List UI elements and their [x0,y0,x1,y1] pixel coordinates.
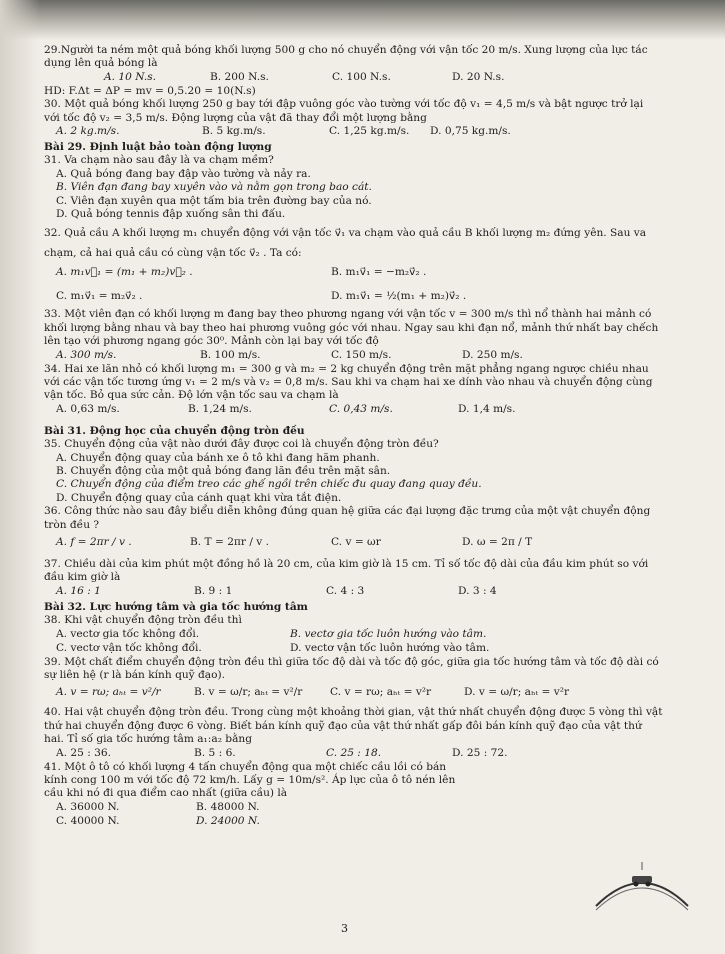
q32-option-c: C. m₁v⃗₁ = m₂v⃗₂ . [56,290,143,303]
q41-stem-cont: kính cong 100 m với tốc độ 72 km/h. Lấy g = 10m/s². Áp lực của ô tô nén lên [44,774,456,787]
q40-option-b: B. 5 : 6. [194,746,236,759]
q32-stem-cont: chạm, cả hai quả cầu có cùng vận tốc v⃗₂ . Ta có: [44,246,302,259]
q37-stem-cont: đầu kim giờ là [44,571,121,584]
q41-option-d: D. 24000 N. [196,814,260,827]
q40-stem-cont: thứ hai chuyển động được 6 vòng. Biết bán kính quỹ đạo của vật thứ nhất gấp đôi bán kính quỹ đạo của vật thứ [44,719,642,732]
convex-bridge-figure [592,856,692,916]
q34-option-b: B. 1,24 m/s. [188,402,252,415]
q37-option-c: C. 4 : 3 [326,584,365,597]
q33-stem-cont2: lên tạo với phương ngang góc 30⁰. Mảnh còn lại bay với tốc độ [44,335,379,348]
q33-option-b: B. 100 m/s. [200,348,261,361]
q30-option-a: A. 2 kg.m/s. [56,125,120,138]
q33-option-c: C. 150 m/s. [331,348,392,361]
q34-stem: 34. Hai xe lăn nhỏ có khối lượng m₁ = 300 g và m₂ = 2 kg chuyển động trên mặt phẳng ngang ngược chiều nhau [44,362,649,375]
q30-option-c: C. 1,25 kg.m/s. [329,125,410,138]
q34-option-d: D. 1,4 m/s. [458,402,516,415]
q30-option-b: B. 5 kg.m/s. [202,125,266,138]
q40-option-c: C. 25 : 18. [326,746,382,759]
q35-option-a: A. Chuyển động quay của bánh xe ô tô khi đang hãm phanh. [56,451,380,464]
q41-option-c: C. 40000 N. [56,814,120,827]
bridge-arc-inner [596,888,688,910]
section-31-heading: Bài 31. Động học của chuyển động tròn đều [44,424,305,437]
q39-option-b: B. v = ω/r; aₕₜ = v²/r [194,686,303,699]
q39-options [44,686,716,710]
q32-options-row1 [44,266,716,284]
q34-stem-cont2: vận tốc. Bỏ qua sức cản. Độ lớn vận tốc sau va chạm là [44,389,339,402]
bridge-arc [596,883,688,906]
q37-option-d: D. 3 : 4 [458,584,497,597]
q31-option-a: A. Quả bóng đang bay đập vào tường và nảy ra. [56,167,311,180]
q40-option-a: A. 25 : 36. [56,746,112,759]
car-wheel-icon [646,882,651,887]
q36-option-a: A. f = 2πr / v . [56,535,132,548]
q37-option-a: A. 16 : 1 [56,584,101,597]
q41-options-row1 [44,801,716,815]
q31-option-b: B. Viên đạn đang bay xuyên vào và nằm gọn trong bao cát. [56,181,372,194]
q40-options [44,747,716,761]
q33-stem-cont: khối lượng bằng nhau và bay theo hai phương vuông góc với nhau. Ngay sau khi đạn nổ, mảnh thứ nhất bay chếch [44,321,659,334]
q39-option-c: C. v = rω; aₕₜ = v²r [330,686,432,699]
q38-options-row1 [44,628,716,642]
q32-option-a: A. m₁v⃗₁ = (m₁ + m₂)v⃗₂ . [56,266,193,279]
q38-option-c: C. vectơ vận tốc không đổi. [56,641,202,654]
q35-option-d: D. Chuyển động quay của cánh quạt khi vừa tắt điện. [56,491,342,504]
q41-options-row2 [44,815,716,829]
q29-option-c: C. 100 N.s. [332,70,391,83]
q30-stem-cont: với tốc độ v₂ = 3,5 m/s. Động lượng của vật đã thay đổi một lượng bằng [44,111,427,124]
q41-stem-cont2: cầu khi nó đi qua điểm cao nhất (giữa cầu) là [44,787,288,800]
q35-option-b: B. Chuyển động của một quả bóng đang lăn đều trên mặt sân. [56,464,391,477]
q39-stem: 39. Một chất điểm chuyển động tròn đều thì giữa tốc độ dài và tốc độ góc, giữa gia tốc hướng tâm và tốc độ dài có [44,655,659,668]
q40-option-d: D. 25 : 72. [452,746,508,759]
q29-option-b: B. 200 N.s. [210,70,269,83]
scan-shadow-left [0,0,40,954]
q29-option-a: A. 10 N.s. [104,70,156,83]
q36-option-d: D. ω = 2π / T [462,535,533,548]
q30-stem: 30. Một quả bóng khối lượng 250 g bay tới đập vuông góc vào tường với tốc độ v₁ = 4,5 m/s và bật ngược trở lại [44,98,644,111]
section-29-heading: Bài 29. Định luật bảo toàn động lượng [44,141,272,154]
q38-option-a: A. vectơ gia tốc không đổi. [56,627,200,640]
q40-stem-cont2: hai. Tỉ số gia tốc hướng tâm a₁:a₂ bằng [44,733,253,746]
q30-option-d: D. 0,75 kg.m/s. [430,125,511,138]
q32-option-b: B. m₁v⃗₁ = −m₂v⃗₂ . [331,266,427,279]
q29-hint: HD: F.Δt = ΔP = mv = 0,5.20 = 10(N.s) [44,84,256,97]
q34-options [44,403,716,417]
q38-option-d: D. vectơ vận tốc luôn hướng vào tâm. [290,641,490,654]
q31-stem: 31. Va chạm nào sau đây là va chạm mềm? [44,154,274,167]
section-32-heading: Bài 32. Lực hướng tâm và gia tốc hướng tâm [44,600,308,613]
q31-option-c: C. Viên đạn xuyên qua một tấm bia trên đường bay của nó. [56,194,372,207]
q37-stem: 37. Chiều dài của kim phút một đồng hồ là 20 cm, của kim giờ là 15 cm. Tỉ số tốc độ dài của đầu kim phút so với [44,557,649,570]
q34-option-a: A. 0,63 m/s. [56,402,120,415]
q29-options [44,71,716,85]
q29-option-d: D. 20 N.s. [452,70,505,83]
q41-option-a: A. 36000 N. [56,800,120,813]
q37-option-b: B. 9 : 1 [194,584,233,597]
q29-stem: 29.Người ta ném một quả bóng khối lượng 500 g cho nó chuyển động với vận tốc 20 m/s. Xung lượng của lực tác [44,44,648,56]
q36-option-c: C. v = ωr [331,535,381,548]
q35-option-c: C. Chuyển động của điểm treo các ghế ngồi trên chiếc đu quay đang quay đều. [56,478,482,491]
q38-option-b: B. vectơ gia tốc luôn hướng vào tâm. [290,627,487,640]
q33-option-a: A. 300 m/s. [56,348,117,361]
q33-options [44,349,716,363]
q40-stem: 40. Hai vật chuyển động tròn đều. Trong cùng một khoảng thời gian, vật thứ nhất chuyển động được 5 vòng thì vật [44,706,663,719]
car-wheel-icon [634,882,639,887]
q39-option-d: D. v = ω/r; aₕₜ = v²r [464,686,570,699]
q33-option-d: D. 250 m/s. [462,348,523,361]
q30-options [44,125,716,139]
q37-options [44,585,716,599]
q29-stem-cont: dụng lên quả bóng là [44,57,158,70]
q32-options-row2 [44,290,716,308]
q36-option-b: B. T = 2πr / v . [190,535,269,548]
q32-stem: 32. Quả cầu A khối lượng m₁ chuyển động với vận tốc v⃗₁ va chạm vào quả cầu B khối lượng m₂ đứng yên. Sau va [44,227,647,240]
q36-options [44,536,716,562]
q31-option-d: D. Quả bóng tennis đập xuống sân thi đấu. [56,208,286,221]
scan-shadow-top [0,0,725,40]
q39-option-a: A. v = rω; aₕₜ = v²/r [56,686,161,699]
q39-stem-cont: sự liên hệ (r là bán kính quỹ đạo). [44,669,225,681]
q38-options-row2 [44,642,716,656]
q36-stem-cont: tròn đều ? [44,518,100,531]
worksheet-page [44,44,716,829]
q41-stem: 41. Một ô tô có khối lượng 4 tấn chuyển động qua một chiếc cầu lồi có bán [44,760,447,773]
q34-stem-cont: với các vận tốc tương ứng v₁ = 2 m/s và v₂ = 0,8 m/s. Sau khi va chạm hai xe dính vào nhau và chuyển động cùng [44,375,653,388]
q41-option-b: B. 48000 N. [196,800,260,813]
page-number: 3 [341,922,348,935]
q38-stem: 38. Khi vật chuyển động tròn đều thì [44,614,242,627]
q34-option-c: C. 0,43 m/s. [329,402,393,415]
q33-stem: 33. Một viên đạn có khối lượng m đang bay theo phương ngang với vận tốc v = 300 m/s thì nổ thành hai mảnh có [44,308,652,321]
q36-stem: 36. Công thức nào sau đây biểu diễn không đúng quan hệ giữa các đại lượng đặc trưng của một vật chuyển động [44,505,651,518]
q32-option-d: D. m₁v⃗₁ = ½(m₁ + m₂)v⃗₂ . [331,290,467,303]
q35-stem: 35. Chuyển động của vật nào dưới đây được coi là chuyển động tròn đều? [44,438,439,451]
